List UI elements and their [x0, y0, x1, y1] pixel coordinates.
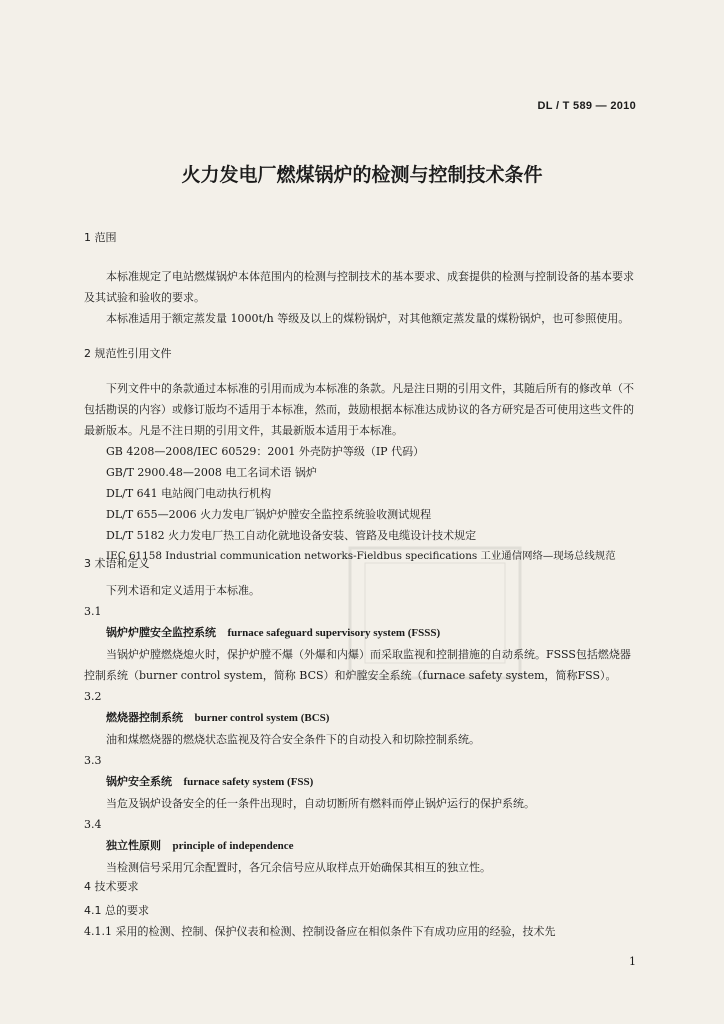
term-number: 3.4 [84, 818, 102, 831]
section-technical-requirements [84, 876, 637, 942]
term-number: 3.1 [84, 605, 102, 618]
term-title-en: principle of independence [172, 840, 294, 852]
standard-code: DL / T 589 — 2010 [537, 100, 636, 112]
term-definition: 当检测信号采用冗余配置时，各冗余信号应从取样点开始确保其相互的独立性。 [106, 861, 491, 874]
term-title [84, 771, 637, 793]
reference-item: DL/T 5182 火力发电厂热工自动化就地设备安装、管路及电缆设计技术规定 [106, 529, 477, 542]
section-terms [84, 553, 637, 878]
term-title-en: burner control system (BCS) [194, 712, 330, 724]
document-title: 火力发电厂燃煤锅炉的检测与控制技术条件 [181, 164, 543, 186]
term-title-en: furnace safety system (FSS) [183, 776, 314, 788]
paragraph: 本标准规定了电站燃煤锅炉本体范围内的检测与控制技术的基本要求、成套提供的检测与控制设备的基本要求及其试验和验收的要求。 [84, 270, 634, 304]
paragraph: 本标准适用于额定蒸发量 1000t/h 等级及以上的煤粉锅炉，对其他额定蒸发量的煤粉锅炉，也可参照使用。 [106, 312, 630, 325]
term-number: 3.2 [84, 690, 102, 703]
term-definition: 当危及锅炉设备安全的任一条件出现时，自动切断所有燃料而停止锅炉运行的保护系统。 [106, 797, 535, 810]
term-title-zh: 独立性原则 [106, 839, 161, 852]
term-title [84, 622, 637, 644]
section-heading: 4 技术要求 [84, 880, 139, 893]
term-definition: 油和煤燃烧器的燃烧状态监视及符合安全条件下的自动投入和切除控制系统。 [106, 733, 480, 746]
section-heading: 3 术语和定义 [84, 557, 150, 570]
subsection-heading: 4.1 总的要求 [84, 904, 149, 917]
term-title-zh: 锅炉安全系统 [106, 775, 172, 788]
paragraph: 下列文件中的条款通过本标准的引用而成为本标准的条款。凡是注日期的引用文件，其随后所有的修改单（不包括勘误的内容）或修订版均不适用于本标准，然而，鼓励根据本标准达成协议的各方研究是否可使用这些文件的最新版本。凡是不注日期的引用文件，其最新版本适用于本标准。 [84, 382, 634, 437]
reference-item: GB 4208—2008/IEC 60529：2001 外壳防护等级（IP 代码） [106, 445, 425, 458]
section-heading: 1 范围 [84, 231, 117, 244]
paragraph: 下列术语和定义适用于本标准。 [106, 584, 260, 597]
term-title-zh: 锅炉炉膛安全监控系统 [106, 626, 216, 639]
section-scope [84, 227, 637, 329]
clause-text: 4.1.1 采用的检测、控制、保护仪表和检测、控制设备应在相似条件下有成功应用的经验，技术先 [84, 925, 556, 938]
reference-item: IEC 61158 Industrial communication networks-Fieldbus specifications 工业通信网络—现场总线规范 [106, 550, 616, 562]
term-title-en: furnace safeguard supervisory system (FSSS) [227, 627, 441, 639]
page-number: 1 [629, 955, 636, 968]
reference-item: DL/T 641 电站阀门电动执行机构 [106, 487, 272, 500]
section-normative-references [84, 343, 637, 567]
term-title [84, 707, 637, 729]
term-definition: 当锅炉炉膛燃烧熄火时，保护炉膛不爆（外爆和内爆）而采取监视和控制措施的自动系统。FSSS包括燃烧器控制系统（burner control system，简称 BCS）和炉膛安全系统（furnace safety system，简称FSS）。 [84, 648, 631, 682]
reference-item: GB/T 2900.48—2008 电工名词术语 锅炉 [106, 466, 317, 479]
term-title-zh: 燃烧器控制系统 [106, 711, 183, 724]
term-number: 3.3 [84, 754, 102, 767]
term-title [84, 835, 637, 857]
reference-item: DL/T 655—2006 火力发电厂锅炉炉膛安全监控系统验收测试规程 [106, 508, 432, 521]
section-heading: 2 规范性引用文件 [84, 347, 172, 360]
